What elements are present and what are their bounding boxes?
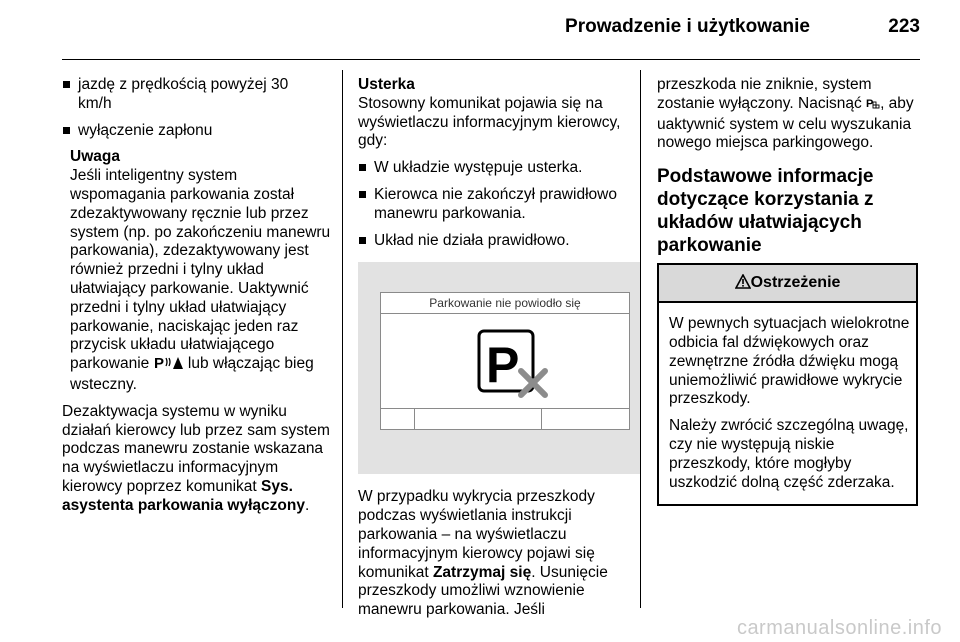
svg-text:P: P — [866, 97, 874, 110]
paragraph: Stosowny komunikat pojawia się na wyświetlaczu informacyjnym kierowcy, gdy: — [358, 94, 621, 150]
note-text-end: lub włączając bieg wsteczny. — [70, 355, 314, 393]
bullet-square — [359, 237, 366, 244]
list-item: jazdę z prędkością powyżej 30 km/h — [62, 76, 334, 114]
screen-footer — [381, 408, 629, 429]
header-title: Prowadzenie i użytkowanie — [565, 16, 810, 37]
note-text: Jeśli inteligentny system wspomagania parkowania został zdezaktywowany ręcznie lub przez system (np. po zakończeniu manewru parkowania), zdezaktywowany jest również przedni i tylny układ ułatwiający parkowanie. Uaktywnić przedni i tylny układ ułatwiający parkowanie, naciskając jeden raz przycisk układu ułatwiającego parkowanie — [70, 167, 331, 373]
bullet-square — [359, 191, 366, 198]
svg-text:P: P — [486, 337, 520, 394]
parking-failed-icon — [477, 329, 551, 399]
message-text: Sys. asystenta parkowania wyłączony — [62, 477, 305, 514]
info-display-screen — [380, 292, 630, 430]
bullet-square — [63, 81, 70, 88]
paragraph: W przypadku wykrycia przeszkody podczas wyświetlania instrukcji parkowania – na wyświetlaczu informacyjnym kierowcy pojawi się komunikat Zatrzymaj się. Usunięcie przeszkody umożliwi wznowienie manewru parkowania. Jeśli — [358, 488, 608, 619]
list-item: Kierowca nie zakończył prawidłowo manewru parkowania. — [358, 186, 630, 224]
parking-search-icon — [866, 96, 880, 116]
bullet-square — [359, 164, 366, 171]
note-title: Uwaga — [70, 148, 120, 166]
section-subheading: Podstawowe informacje dotyczące korzystania z układów ułatwiających parkowanie — [657, 166, 874, 257]
page-number: 223 — [888, 16, 920, 37]
header-rule — [62, 59, 920, 60]
list-item: wyłączenie zapłonu — [62, 122, 334, 141]
message-text: Zatrzymaj się — [432, 563, 532, 581]
column-3 — [657, 76, 919, 506]
warning-header — [659, 265, 916, 303]
display-figure — [358, 262, 640, 474]
paragraph: przeszkoda nie zniknie, system zostanie wyłączony. Nacisnąć P , aby uaktywnić system w celu wyszukania nowego miejsca parkingowego. — [657, 76, 914, 152]
column-divider-2 — [640, 70, 641, 608]
warning-body — [659, 303, 916, 504]
screen-message: Parkowanie nie powiodło się — [381, 293, 629, 314]
list-item: W układzie występuje usterka. — [358, 159, 630, 178]
warning-title: Ostrzeżenie — [750, 274, 841, 292]
warning-paragraph: W pewnych sytuacjach wielokrotne odbicia fal dźwiękowych oraz zewnętrzne źródła dźwięku mogą uniemożliwić prawidłowe wykrycie przeszkody. — [669, 315, 910, 408]
bullet-square — [63, 127, 70, 134]
warning-paragraph: Należy zwrócić szczególną uwagę, czy nie występują niskie przeszkody, które mogłyby uszkodzić dolną część zderzaka. — [669, 417, 909, 491]
section-heading: Usterka — [358, 76, 415, 93]
park-assist-icon — [154, 355, 184, 376]
watermark: carmanualsonline.info — [736, 617, 942, 639]
list-item: Układ nie działa prawidłowo. — [358, 232, 630, 251]
paragraph: Dezaktywacja systemu w wyniku działań kierowcy lub przez sam system podczas manewru zostanie wskazana na wyświetlaczu informacyjnym kierowcy poprzez komunikat Sys. asystenta parkowania wyłączony. — [62, 402, 330, 514]
column-1 — [62, 76, 334, 524]
column-divider-1 — [342, 70, 343, 608]
warning-icon — [735, 267, 751, 303]
column-2 — [358, 76, 630, 628]
note-block — [70, 148, 334, 394]
warning-box — [657, 263, 918, 506]
svg-text:P: P — [153, 355, 164, 371]
